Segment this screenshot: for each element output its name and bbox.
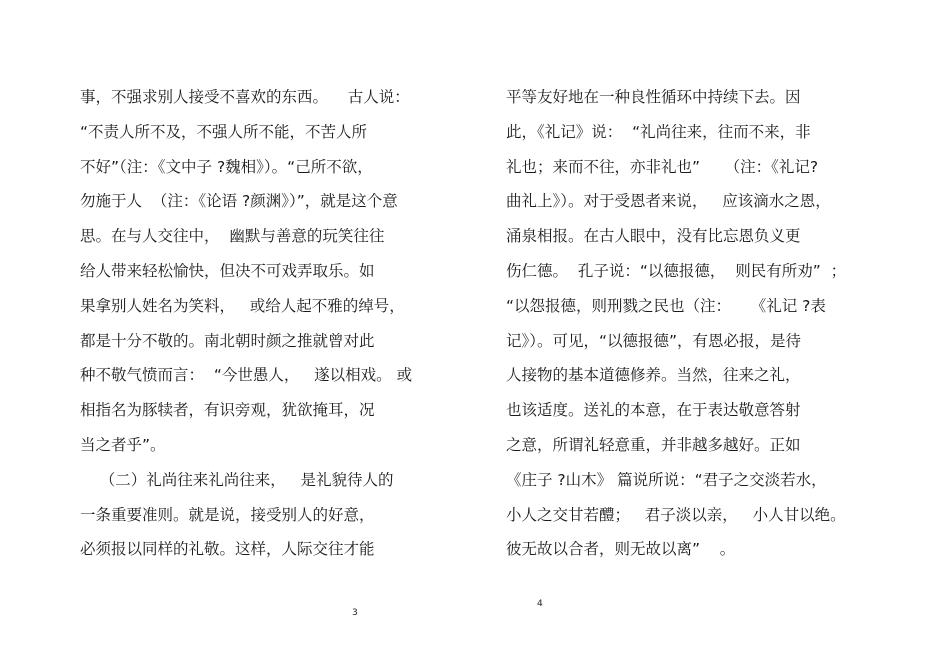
- text-line: 平等友好地在一种良性循环中持续下去。因: [506, 88, 801, 106]
- text-line: 种不敬气愤而言： “今世愚人， 遂以相戏。 或: [80, 366, 413, 385]
- text-line: 必须报以同样的礼敬。这样，人际交往才能: [80, 540, 375, 559]
- text-line: 《庄子 ?山木》 篇说所说：“君子之交淡若水，: [506, 470, 827, 489]
- text-line: 之意，所谓礼轻意重，并非越多越好。正如: [506, 435, 801, 454]
- text-line: 一条重要准则。就是说，接受别人的好意，: [80, 505, 375, 524]
- text-line: 人接物的基本道德修养。当然，往来之礼，: [506, 366, 801, 385]
- text-line: 小人之交甘若醴； 君子淡以亲， 小人甘以绝。: [506, 505, 846, 524]
- text-line: “不责人所不及，不强人所不能，不苦人所: [80, 122, 368, 141]
- text-line: 给人带来轻松愉快，但决不可戏弄取乐。如: [80, 261, 375, 280]
- text-line: （二）礼尚往来礼尚往来， 是礼貌待人的: [80, 470, 394, 489]
- text-line: 都是十分不敬的。南北朝时颜之推就曾对此: [80, 331, 375, 350]
- text-line: 事，不强求别人接受不喜欢的东西。 古人说：: [80, 88, 410, 106]
- text-line: 涌泉相报。在古人眼中，没有比忘恩负义更: [506, 227, 801, 246]
- text-line: 不好”（注：《文中子 ?魏相》）。“己所不欲，: [80, 157, 373, 176]
- text-line: 记》）。可见，“以德报德”，有恩必报，是待: [506, 331, 802, 350]
- text-line: 曲礼上》）。对于受恩者来说， 应该滴水之恩，: [506, 192, 831, 211]
- text-line: 当之者乎”。: [80, 435, 166, 454]
- page-number-left: 3: [352, 608, 358, 618]
- text-line: “以怨报德，则刑戮之民也（注： 《礼记 ?表: [506, 296, 826, 315]
- left-page-text: [80, 84, 440, 571]
- text-line: 此，《礼记》说： “礼尚往来，往而不来，非: [506, 122, 811, 141]
- text-line: 果拿别人姓名为笑料， 或给人起不雅的绰号，: [80, 296, 405, 315]
- text-line: 也该适度。送礼的本意，在于表达敬意答射: [506, 401, 801, 420]
- text-line: 相指名为豚犊者，有识旁观，犹欲掩耳，况: [80, 401, 375, 420]
- text-line: 伤仁德。 孔子说：“以德报德， 则民有所劝” ；: [506, 261, 847, 280]
- page-number-right: 4: [537, 599, 543, 609]
- text-line: 勿施于人 （注：《论语 ?颜渊》）”，就是这个意: [80, 192, 398, 211]
- right-page-text: [506, 84, 876, 571]
- text-line: 思。在与人交往中， 幽默与善意的玩笑往往: [80, 227, 385, 246]
- text-line: 彼无故以合者，则无故以离” 。: [506, 540, 736, 559]
- text-line: 礼也；来而不往，亦非礼也” （注：《礼记?: [506, 157, 819, 176]
